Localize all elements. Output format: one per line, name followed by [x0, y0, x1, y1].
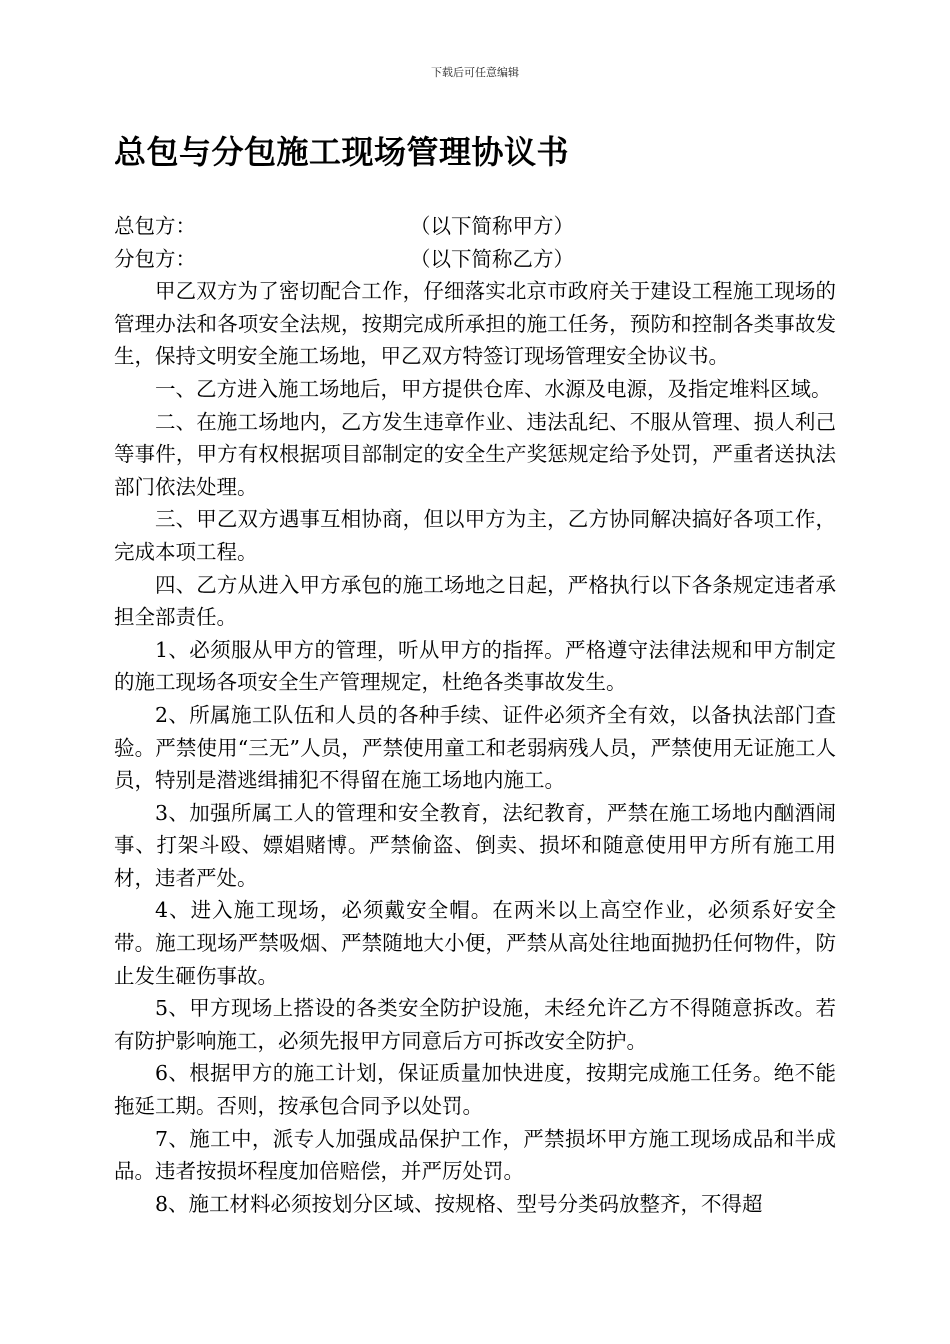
party-line-subcontractor — [114, 243, 836, 276]
paragraph-rule-4: 4、进入施工现场，必须戴安全帽。在两米以上高空作业，必须系好安全带。施工现场严禁吸烟、严禁随地大小便，严禁从高处往地面抛扔任何物件，防止发生砸伤事故。 — [114, 898, 836, 988]
party-abbreviation-note: （以下简称乙方） — [410, 246, 574, 271]
header-note: 下载后可任意编辑 — [431, 66, 519, 79]
paragraph-clause-4: 四、乙方从进入甲方承包的施工场地之日起，严格执行以下各条规定违者承担全部责任。 — [114, 572, 836, 630]
party-abbreviation-note: （以下简称甲方） — [410, 214, 574, 238]
party-label: 分包方： — [114, 246, 196, 271]
paragraph-clause-2: 二、在施工场地内，乙方发生违章作业、违法乱纪、不服从管理、损人利己等事件，甲方有权根据项目部制定的安全生产奖惩规定给予处罚，严重者送执法部门依法处理。 — [114, 409, 836, 499]
paragraph-rule-1: 1、必须服从甲方的管理，听从甲方的指挥。严格遵守法律法规和甲方制定的施工现场各项安全生产管理规定，杜绝各类事故发生。 — [114, 637, 836, 695]
paragraph-preamble: 甲乙双方为了密切配合工作，仔细落实北京市政府关于建设工程施工现场的管理办法和各项安全法规，按期完成所承担的施工任务，预防和控制各类事故发生，保持文明安全施工场地，甲乙双方特签订现场管理安全协议书。 — [114, 279, 836, 369]
paragraph-clause-3: 三、甲乙双方遇事互相协商，但以甲方为主，乙方协同解决搞好各项工作，完成本项工程。 — [114, 507, 836, 564]
paragraph-rule-3: 3、加强所属工人的管理和安全教育，法纪教育，严禁在施工场地内酗酒闹事、打架斗殴、嫖娼赌博。严禁偷盗、倒卖、损坏和随意使用甲方所有施工用材，违者严处。 — [114, 800, 836, 890]
party-label: 总包方： — [114, 214, 196, 238]
paragraph-rule-5: 5、甲方现场上搭设的各类安全防护设施，未经允许乙方不得随意拆改。若有防护影响施工，必须先报甲方同意后方可拆改安全防护。 — [114, 996, 836, 1053]
document-title: 总包与分包施工现场管理协议书 — [114, 133, 570, 171]
paragraph-clause-1: 一、乙方进入施工场地后，甲方提供仓库、水源及电源，及指定堆料区域。 — [155, 376, 832, 401]
paragraph-rule-7: 7、施工中，派专人加强成品保护工作，严禁损坏甲方施工现场成品和半成品。违者按损坏程度加倍赔偿，并严厉处罚。 — [114, 1126, 836, 1184]
paragraph-rule-2: 2、所属施工队伍和人员的各种手续、证件必须齐全有效，以备执法部门查验。严禁使用“三无”人员，严禁使用童工和老弱病残人员，严禁使用无证施工人员，特别是潜逃缉捕犯不得留在施工场地内施工。 — [114, 702, 836, 793]
document-body — [114, 210, 836, 1220]
paragraph-rule-8: 8、施工材料必须按划分区域、按规格、型号分类码放整齐，不得超 — [155, 1191, 763, 1216]
party-line-general-contractor — [114, 210, 836, 243]
paragraph-rule-6: 6、根据甲方的施工计划，保证质量加快进度，按期完成施工任务。绝不能拖延工期。否则，按承包合同予以处罚。 — [114, 1061, 836, 1119]
